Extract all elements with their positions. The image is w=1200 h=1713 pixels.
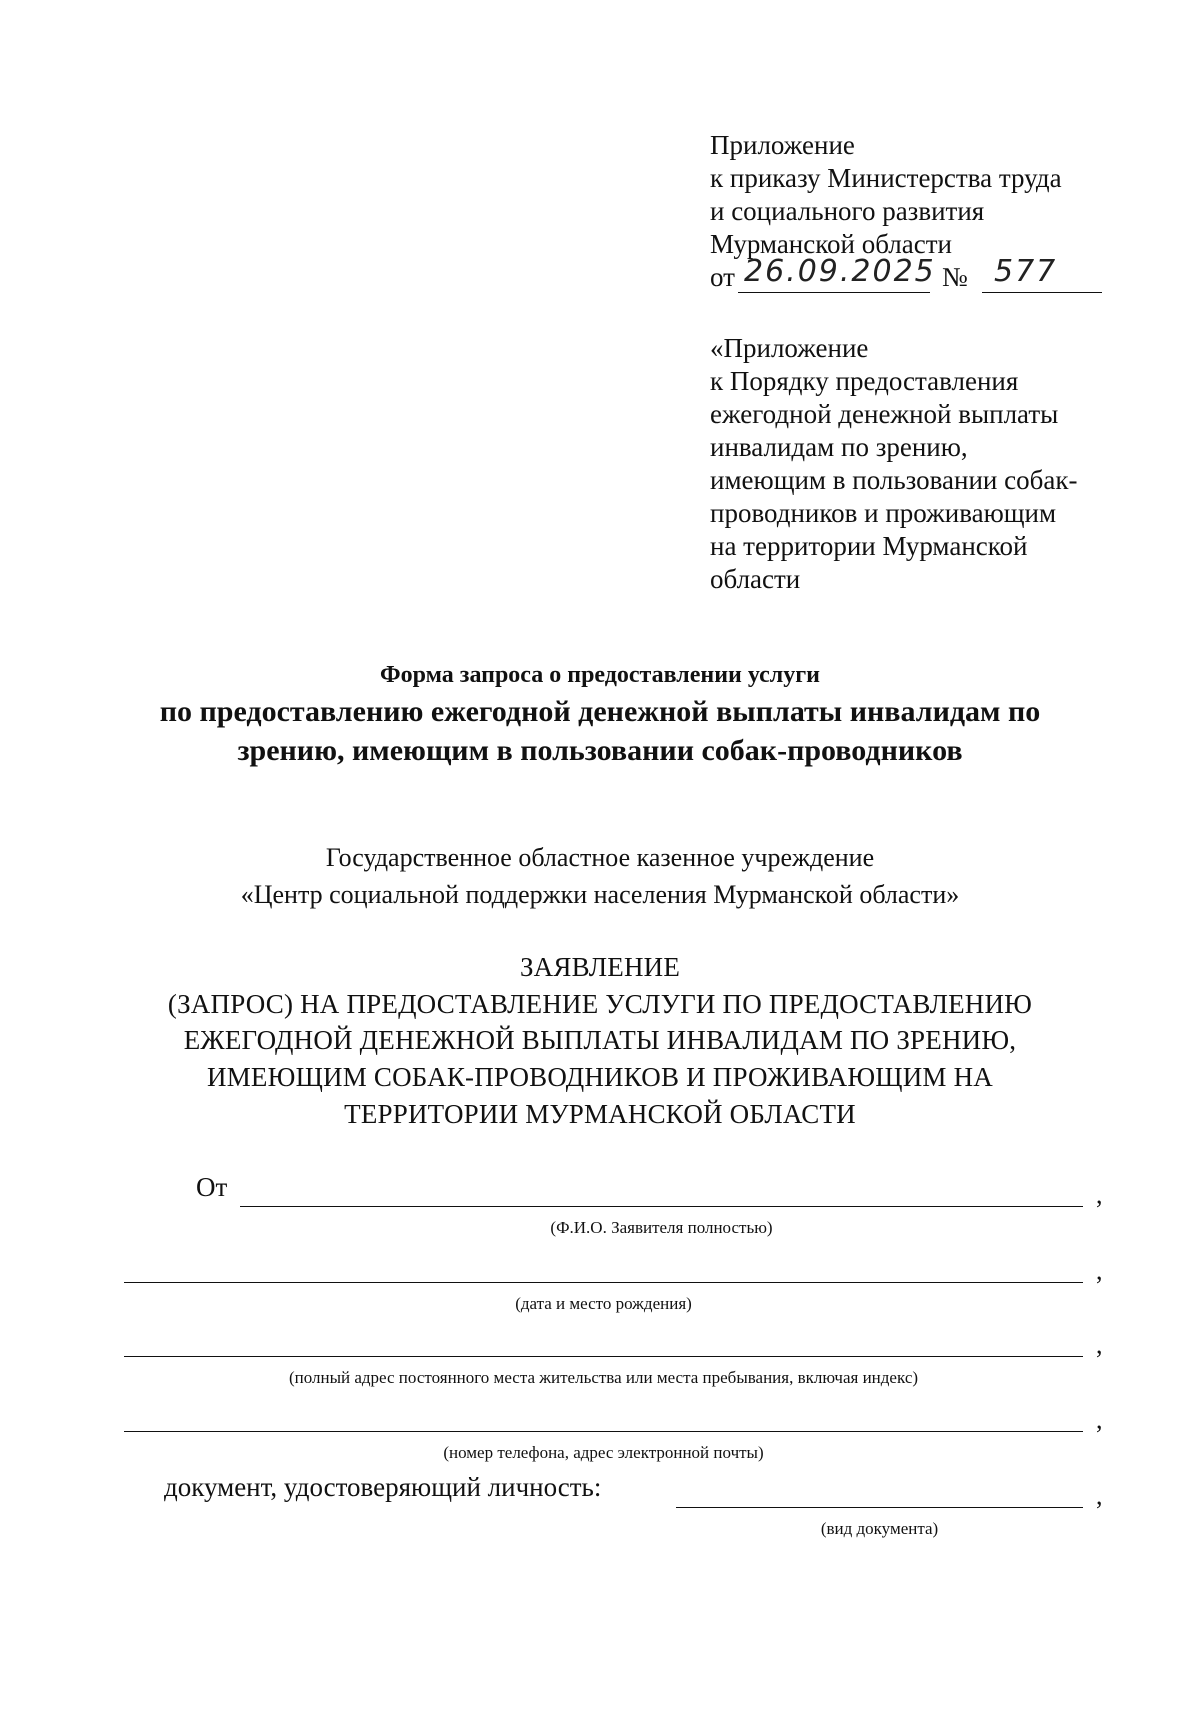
annex-procedure-line: к Порядку предоставления — [710, 366, 1019, 396]
annex-procedure-line: проводников и проживающим — [710, 498, 1057, 528]
order-number-underline — [982, 292, 1102, 293]
id-doc-label: документ, удостоверяющий личность: — [164, 1472, 602, 1502]
annex-procedure-line: инвалидам по зрению, — [710, 432, 968, 462]
birth-field[interactable] — [124, 1282, 1083, 1283]
statement-heading: ЗАЯВЛЕНИЕ — [519, 952, 681, 982]
field-comma: , — [1096, 1330, 1103, 1359]
field-comma: , — [1096, 1180, 1103, 1209]
order-number-handwritten: 577 — [994, 254, 1058, 289]
address-caption: (полный адрес постоянного места жительства или места пребывания, включая индекс) — [288, 1368, 919, 1387]
form-title-line-3: зрению, имеющим в пользовании собак-проводников — [237, 734, 963, 767]
contact-caption: (номер телефона, адрес электронной почты) — [443, 1443, 764, 1462]
order-date-number-line — [710, 254, 1062, 294]
order-from-label: от — [710, 262, 735, 292]
institution-line-2: «Центр социальной поддержки населения Мурманской области» — [240, 880, 960, 909]
address-field[interactable] — [124, 1356, 1083, 1357]
statement-line: (ЗАПРОС) НА ПРЕДОСТАВЛЕНИЕ УСЛУГИ ПО ПРЕДОСТАВЛЕНИЮ — [167, 989, 1033, 1019]
order-date-underline — [738, 292, 930, 293]
annex-order-block — [710, 129, 1062, 294]
from-label: От — [196, 1172, 228, 1202]
annex-order-line: к приказу Министерства труда — [710, 163, 1062, 193]
order-date-handwritten: 26.09.2025 — [744, 254, 936, 289]
annex-order-line: Мурманской области — [710, 229, 952, 259]
id-doc-caption: (вид документа) — [820, 1519, 939, 1538]
form-title-line-2: по предоставлению ежегодной денежной выплаты инвалидам по — [159, 695, 1041, 728]
annex-procedure-block — [710, 332, 1077, 596]
birth-caption: (дата и место рождения) — [515, 1294, 692, 1313]
annex-procedure-line: имеющим в пользовании собак- — [710, 465, 1078, 495]
annex-procedure-line: ежегодной денежной выплаты — [710, 399, 1059, 429]
annex-order-line: и социального развития — [710, 196, 985, 226]
contact-field[interactable] — [124, 1431, 1083, 1432]
field-comma: , — [1096, 1481, 1103, 1510]
statement-line: ИМЕЮЩИМ СОБАК-ПРОВОДНИКОВ И ПРОЖИВАЮЩИМ НА — [207, 1062, 993, 1092]
statement-line: ЕЖЕГОДНОЙ ДЕНЕЖНОЙ ВЫПЛАТЫ ИНВАЛИДАМ ПО ЗРЕНИЮ, — [183, 1025, 1017, 1055]
fio-caption: (Ф.И.О. Заявителя полностью) — [550, 1218, 773, 1237]
annex-procedure-line: «Приложение — [710, 333, 869, 363]
fio-field[interactable] — [240, 1206, 1083, 1207]
statement-line: ТЕРРИТОРИИ МУРМАНСКОЙ ОБЛАСТИ — [344, 1099, 856, 1129]
annex-order-line: Приложение — [710, 130, 855, 160]
id-doc-field[interactable] — [676, 1507, 1083, 1508]
order-number-label: № — [942, 262, 968, 292]
field-comma: , — [1096, 1256, 1103, 1285]
annex-procedure-line: на территории Мурманской — [710, 531, 1028, 561]
field-comma: , — [1096, 1405, 1103, 1434]
annex-procedure-line: области — [710, 564, 801, 594]
form-title-line-1: Форма запроса о предоставлении услуги — [380, 662, 820, 688]
institution-line-1: Государственное областное казенное учреждение — [325, 843, 875, 872]
